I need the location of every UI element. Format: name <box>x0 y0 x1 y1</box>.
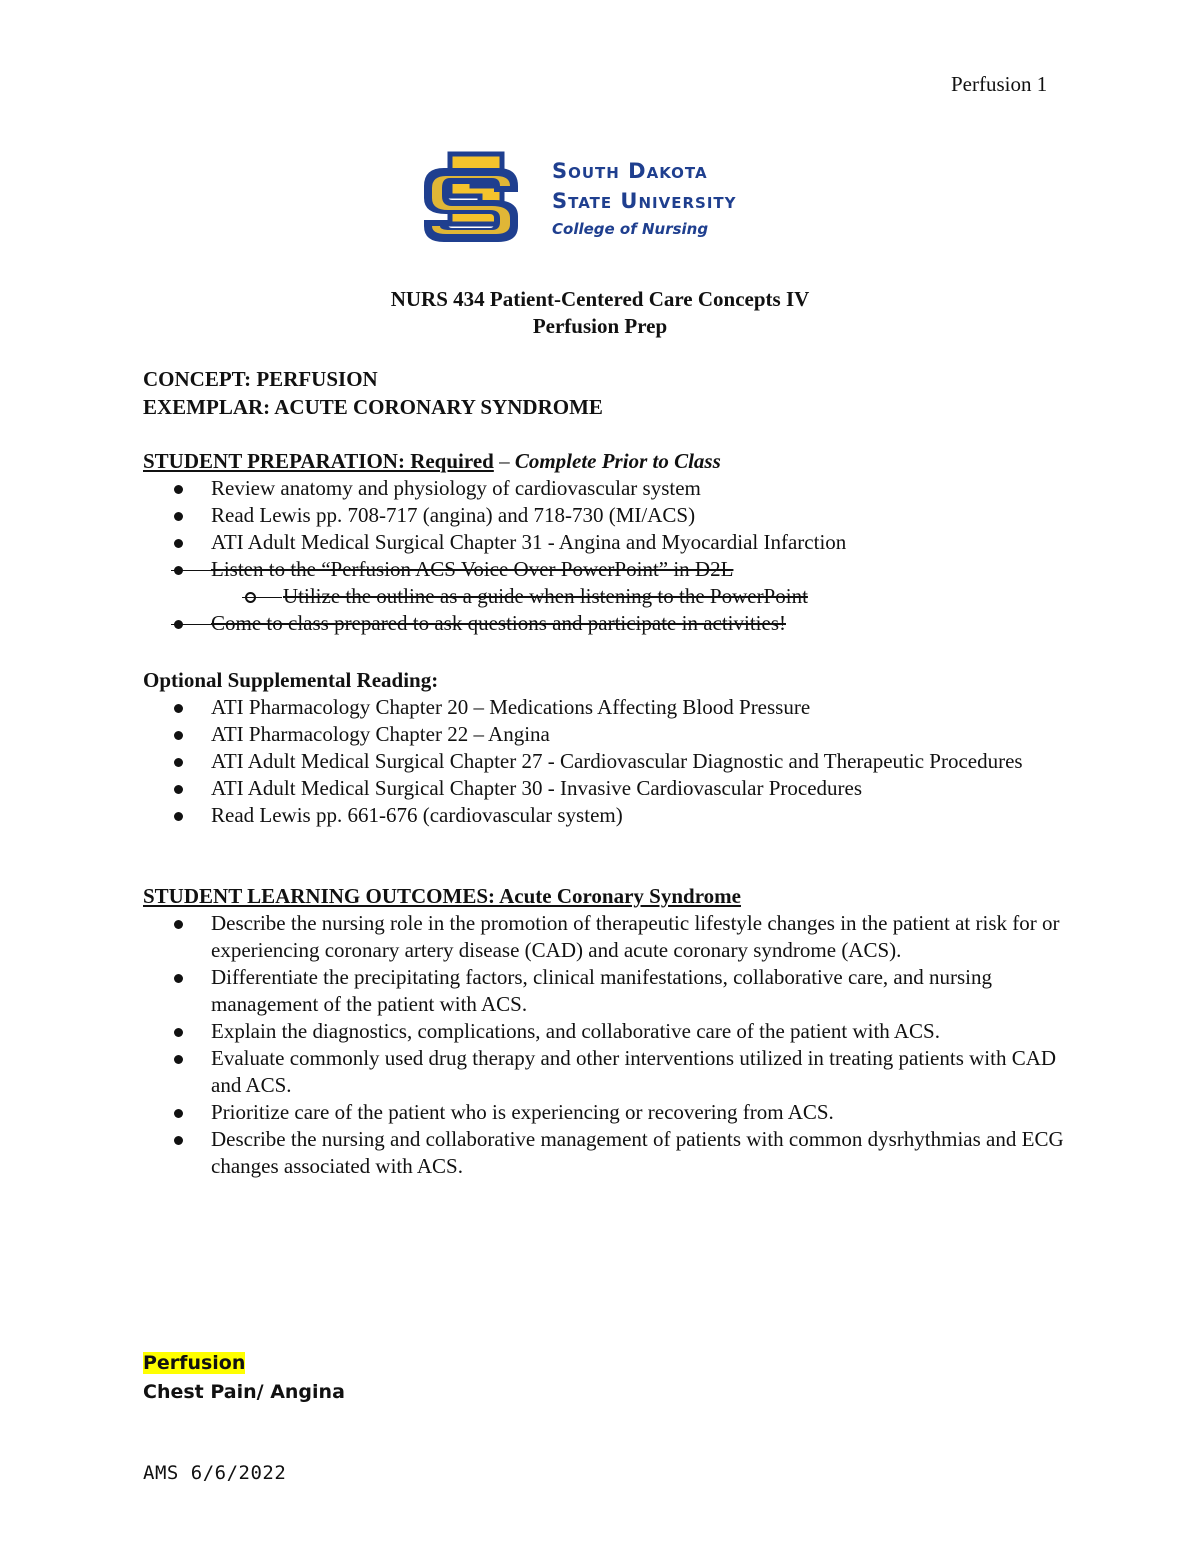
list-item: Read Lewis pp. 661-676 (cardiovascular system) <box>143 802 1073 829</box>
list-item: ATI Adult Medical Surgical Chapter 30 - Invasive Cardiovascular Procedures <box>143 775 1073 802</box>
course-title: NURS 434 Patient-Centered Care Concepts IV <box>390 287 810 311</box>
prep-list <box>143 475 1073 637</box>
list-item: Prioritize care of the patient who is experiencing or recovering from ACS. <box>143 1099 1073 1126</box>
section-subtitle: Chest Pain/ Angina <box>143 1381 345 1403</box>
list-item: Listen to the “Perfusion ACS Voice Over PowerPoint” in D2L <box>143 556 1073 583</box>
section-title <box>143 1352 245 1374</box>
sdsu-monogram-icon <box>420 146 524 250</box>
logo-line-2: State University <box>552 189 737 213</box>
optional-list <box>143 694 1073 829</box>
page-number: Perfusion 1 <box>951 72 1048 96</box>
optional-heading: Optional Supplemental Reading: <box>143 668 439 692</box>
course-subtitle: Perfusion Prep <box>532 314 668 338</box>
list-item: Read Lewis pp. 708-717 (angina) and 718-730 (MI/ACS) <box>143 502 1073 529</box>
list-item: Come to class prepared to ask questions and participate in activities! <box>143 610 1073 637</box>
prep-heading <box>143 449 721 474</box>
list-item: Describe the nursing and collaborative management of patients with common dysrhythmias and ECG changes associated with ACS. <box>143 1126 1073 1180</box>
prep-heading-note: Complete Prior to Class <box>514 449 721 473</box>
section-title-text: Perfusion <box>143 1352 246 1374</box>
outcomes-list <box>143 910 1073 1180</box>
exemplar-line: EXEMPLAR: ACUTE CORONARY SYNDROME <box>143 395 603 419</box>
sdsu-logo <box>420 146 800 250</box>
list-item: Review anatomy and physiology of cardiovascular system <box>143 475 1073 502</box>
list-item: Evaluate commonly used drug therapy and other interventions utilized in treating patients with CAD and ACS. <box>143 1045 1073 1099</box>
concept-line: CONCEPT: PERFUSION <box>143 367 378 391</box>
footer-text: AMS 6/6/2022 <box>143 1462 287 1484</box>
logo-text <box>552 156 737 242</box>
prep-heading-label: STUDENT PREPARATION: Required <box>143 449 494 473</box>
list-item: Describe the nursing role in the promotion of therapeutic lifestyle changes in the patient at risk for or experiencing coronary artery disease (CAD) and acute coronary syndrome (ACS). <box>143 910 1073 964</box>
outcomes-heading: STUDENT LEARNING OUTCOMES: Acute Coronary Syndrome <box>143 884 741 908</box>
logo-line-1: South Dakota <box>552 159 708 183</box>
trademark-mark: ™ <box>490 237 496 244</box>
list-subitem: Utilize the outline as a guide when listening to the PowerPoint <box>143 583 1073 610</box>
list-item: ATI Adult Medical Surgical Chapter 31 - Angina and Myocardial Infarction <box>143 529 1073 556</box>
list-item: Differentiate the precipitating factors, clinical manifestations, collaborative care, and nursing management of the patient with ACS. <box>143 964 1073 1018</box>
logo-line-3: College of Nursing <box>552 220 709 238</box>
list-item: Explain the diagnostics, complications, and collaborative care of the patient with ACS. <box>143 1018 1073 1045</box>
list-item: ATI Pharmacology Chapter 20 – Medications Affecting Blood Pressure <box>143 694 1073 721</box>
prep-heading-dash: – <box>493 449 515 473</box>
list-item: ATI Adult Medical Surgical Chapter 27 - Cardiovascular Diagnostic and Therapeutic Procedures <box>143 748 1073 775</box>
list-item: ATI Pharmacology Chapter 22 – Angina <box>143 721 1073 748</box>
